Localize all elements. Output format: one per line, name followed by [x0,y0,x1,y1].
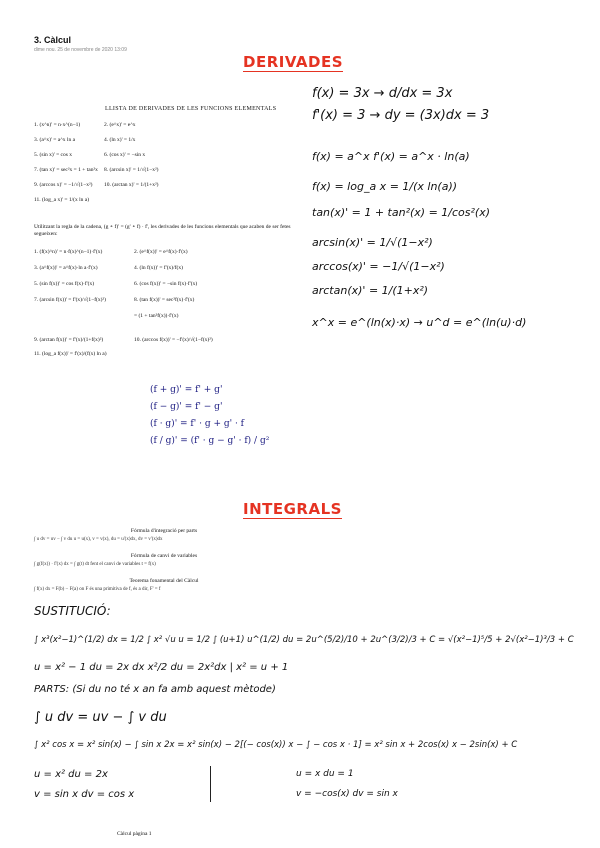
list-row [34,122,284,137]
substitution-label: SUSTITUCIÓ: [34,604,111,618]
chain-rule-paragraph: Utilitzant la regla de la cadena, (g ∘ f)' = (g' ∘ f) · f', les derivades de les funcions elementals que acaben de ser fetes segueixen: [34,224,291,237]
note-line: f(x) = 3x → d/dx = 3x [312,86,453,101]
list-item: 8. (arcsin x)' = 1/√(1−x²) [104,167,159,173]
list-item: = (1 + tan²f(x))·f'(x) [134,313,179,319]
note-line: tan(x)' = 1 + tan²(x) = 1/cos²(x) [312,206,491,219]
rule-sum: (f + g)' = f' + g' [150,385,223,395]
list-item: 10. (arctan x)' = 1/(1+x²) [104,182,159,188]
formula-title: Teorema fonamental del Càlcul [129,578,199,584]
list-item: 3. (a^x)' = a^x ln a [34,137,76,143]
parts-substitution-2a: u = x du = 1 [296,769,354,779]
table-title: LLISTA DE DERIVADES DE LES FUNCIONS ELEMENTALS [105,106,277,112]
list-item: 2. (e^f(x))' = e^f(x)·f'(x) [134,249,188,255]
list-item [34,313,134,329]
list-item: 1. (f(x)^n)' = n·f(x)^(n−1)·f'(x) [34,249,103,255]
note-line: arctan(x)' = 1/(1+x²) [312,284,429,297]
note-line: f(x) = log_a x = 1/(x ln(a)) [312,180,458,193]
list-item: 10. (arccos f(x))' = −f'(x)/√(1−f(x)²) [134,337,213,343]
list-row [34,182,284,197]
page-title: 3. Càlcul [34,35,72,45]
list-item: 5. (sin x)' = cos x [34,152,73,158]
note-line: arcsin(x)' = 1/√(1−x²) [312,236,433,249]
formula-body: ∫ g(f(x)) · f'(x) dx = ∫ g(t) dt fent el canvi de variables t = f(x) [34,562,156,567]
list-row [34,197,284,212]
elementals-list [34,122,284,212]
list-row [34,152,284,167]
rule-product: (f · g)' = f' · g + g' · f [150,419,244,429]
list-item: 4. (ln f(x))' = f'(x)/f(x) [134,265,183,271]
list-item: 5. (sin f(x))' = cos f(x)·f'(x) [34,281,95,287]
list-item: 11. (log_a f(x))' = f'(x)/(f(x) ln a) [34,351,107,357]
note-line: arccos(x)' = −1/√(1−x²) [312,260,445,273]
list-item: 6. (cos x)' = −sin x [104,152,146,158]
list-row [34,351,304,367]
derivades-heading: DERIVADES [243,53,344,71]
list-item: 9. (arccos x)' = −1/√(1−x²) [34,182,93,188]
integrals-heading: INTEGRALS [243,500,342,518]
list-row [34,249,304,265]
substitution-change: u = x² − 1 du = 2x dx x²/2 du = 2x²dx | x² = u + 1 [34,662,289,673]
derivative-rules [150,385,269,453]
list-item: 2. (e^x)' = e^x [104,122,136,128]
page-footer: Càlcul pàgina 1 [117,831,152,837]
page-timestamp: dime nou. 25 de novembre de 2020 13:09 [34,47,127,53]
list-item: 7. (tan x)' = sec²x = 1 + tan²x [34,167,98,173]
parts-substitution-1b: v = sin x dv = cos x [34,789,135,800]
list-row [34,281,304,297]
list-item: 3. (a^f(x))' = a^f(x)·ln a·f'(x) [34,265,98,271]
derivades-handwritten-notes [312,86,526,340]
rule-quotient: (f / g)' = (f' · g − g' · f) / g² [150,436,270,446]
note-line: f(x) = a^x f'(x) = a^x · ln(a) [312,150,470,163]
list-row [34,265,304,281]
parts-label: PARTS: (Si du no té x an fa amb aquest mètode) [34,684,276,695]
parts-formula: ∫ u dv = uv − ∫ v du [34,710,167,725]
rule-difference: (f − g)' = f' − g' [150,402,223,412]
parts-example: ∫ x² cos x = x² sin(x) − ∫ sin x 2x = x² sin(x) − 2[(− cos(x)) x − ∫ − cos x · 1] = x² sin x + 2cos(x) x − 2sin(x) + C [34,740,518,750]
compostes-list [34,249,304,367]
list-row [34,137,284,152]
note-line: x^x = e^(ln(x)·x) → u^d = e^(ln(u)·d) [312,316,527,329]
list-item: 1. (x^n)' = n·x^(n−1) [34,122,81,128]
divider [210,766,211,802]
parts-substitution-2b: v = −cos(x) dv = sin x [296,789,398,799]
substitution-example: ∫ x³(x²−1)^(1/2) dx = 1/2 ∫ x² √u u = 1/2 ∫ (u+1) u^(1/2) du = 2u^(5/2)/10 + 2u^(3/2)/3 + C = √(x²−1)⁵/5 + 2√(x²−1)³/3 + C [34,635,574,645]
list-row [34,313,304,329]
list-item: 4. (ln x)' = 1/x [104,137,136,143]
list-item: 11. (log_a x)' = 1/(x ln a) [34,197,90,203]
list-row [34,167,284,182]
note-line: f'(x) = 3 → dy = (3x)dx = 3 [312,108,490,123]
list-item: 6. (cos f(x))' = −sin f(x)·f'(x) [134,281,198,287]
list-item: 7. (arcsin f(x))' = f'(x)/√(1−f(x)²) [34,297,106,303]
parts-substitution-1a: u = x² du = 2x [34,769,108,780]
list-item: 8. (tan f(x))' = sec²f(x)·f'(x) [134,297,195,303]
formula-body: ∫ f(x) dx = F(b) − F(a) on F és una primitiva de f, és a dir, F' = f [34,587,161,592]
formula-title: Fórmula d'integració per parts [130,528,198,534]
list-row [34,297,304,313]
list-row [34,329,304,351]
formula-title: Fórmula de canvi de variables [130,553,198,559]
formula-body: ∫ u dv = uv − ∫ v du u = u(x), v = v(x), du = u'(x)dx, dv = v'(x)dx [34,537,163,542]
integral-formulas [34,528,294,601]
list-item: 9. (arctan f(x))' = f'(x)/(1+f(x)²) [34,337,104,343]
